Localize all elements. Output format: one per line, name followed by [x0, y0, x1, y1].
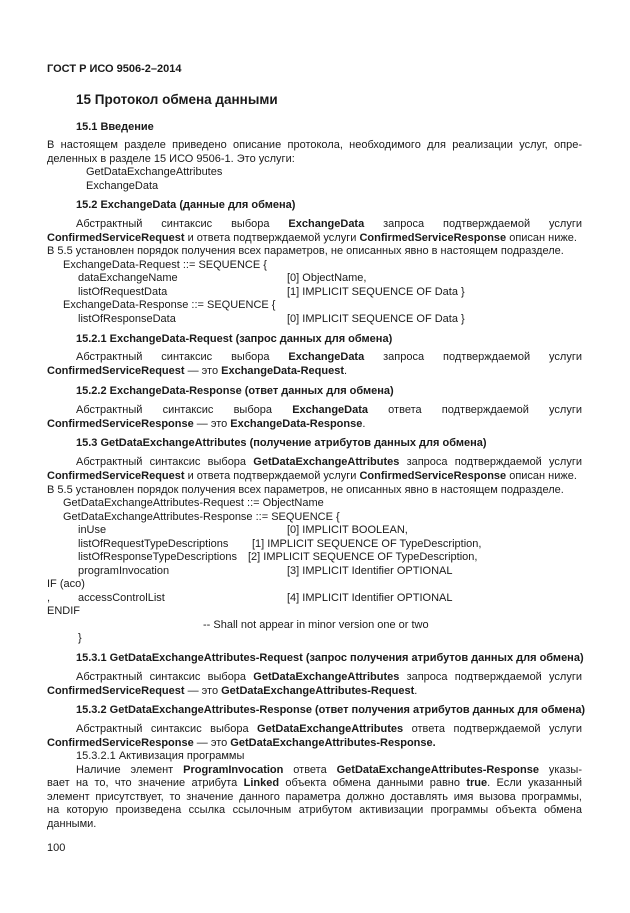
paragraph-15-3-1-line-1: Абстрактный синтаксис выбора GetDataExchangeAttributes запроса подтверждаемой услуги: [76, 671, 582, 683]
paragraph-15-2-2-line-1: Абстрактный синтаксис выбора ExchangeData ответа подтверждаемой услуги: [76, 404, 583, 416]
asn1-field-type: [0] ObjectName,: [287, 272, 367, 284]
page-number: 100: [47, 842, 66, 854]
asn3-request-line: GetDataExchangeAttributes-Request ::= ObjectName: [63, 497, 324, 509]
asn3-field-type: [1] IMPLICIT SEQUENCE OF TypeDescription,: [252, 538, 482, 550]
asn1-field-name: listOfResponseData: [78, 313, 176, 325]
paragraph-15-2-line-1: Абстрактный синтаксис выбора ExchangeData запроса подтверждаемой услуги: [76, 218, 582, 230]
paragraph-15-3-2-1-line-1: Наличие элемент ProgramInvocation ответа GetDataExchangeAttributes-Response указы-: [76, 764, 583, 776]
asn3-field-type: [4] IMPLICIT Identifier OPTIONAL: [287, 592, 453, 604]
paragraph-15-2-2-line-2: ConfirmedServiceResponse — это ExchangeData-Response.: [47, 418, 366, 430]
paragraph-15-3-2-1-line-4: на которую произведена ссылка ссылочным атрибутом активизации программы объекта обмена: [47, 804, 582, 816]
asn3-if-line: IF (aco): [47, 578, 85, 590]
subsection-15-3-1-title: 15.3.1 GetDataExchangeAttributes-Request (запрос получения атрибутов данных для обмена): [76, 652, 584, 664]
subsection-15-3-2-1-title: 15.3.2.1 Активизация программы: [76, 750, 245, 762]
paragraph-15-3-2-1-line-2: вает на то, что значение атрибута Linked объекта обмена данными равно true. Если указанный: [47, 777, 583, 789]
service-item-1: GetDataExchangeAttributes: [86, 166, 223, 178]
asn3-field-name: inUse: [78, 524, 107, 536]
subsection-15-2-title: 15.2 ExchangeData (данные для обмена): [76, 199, 296, 211]
asn3-response-line: GetDataExchangeAttributes-Response ::= SEQUENCE {: [63, 511, 340, 523]
service-item-2: ExchangeData: [86, 180, 159, 192]
paragraph-15-3-2-line-2: ConfirmedServiceResponse — это GetDataExchangeAttributes-Response.: [47, 737, 436, 749]
paragraph-15-3-line-1: Абстрактный синтаксис выбора GetDataExchangeAttributes запроса подтверждаемой услуги: [76, 456, 582, 468]
paragraph-15-2-1-line-2: ConfirmedServiceRequest — это ExchangeData-Request.: [47, 365, 348, 377]
paragraph-15-3-line-3: В 5.5 установлен порядок получения всех параметров, не описанных явно в настоящем подразделе.: [47, 484, 564, 496]
paragraph-15-3-2-1-line-5: данными.: [47, 818, 97, 830]
subsection-15-3-title: 15.3 GetDataExchangeAttributes (получение атрибутов данных для обмена): [76, 437, 487, 449]
paragraph-15-3-1-line-2: ConfirmedServiceRequest — это GetDataExchangeAttributes-Request.: [47, 685, 418, 697]
subsection-15-3-2-title: 15.3.2 GetDataExchangeAttributes-Response (ответ получения атрибутов данных для обмена): [76, 704, 586, 716]
asn3-field-name: programInvocation: [78, 565, 170, 577]
asn3-field-name: listOfResponseTypeDescriptions: [78, 551, 237, 563]
paragraph-15-2-line-3: В 5.5 установлен порядок получения всех параметров, не описанных явно в настоящем подразделе.: [47, 245, 564, 257]
asn3-endif-line: ENDIF: [47, 605, 80, 617]
asn1-field-type: [0] IMPLICIT SEQUENCE OF Data }: [287, 313, 465, 325]
subsection-15-2-2-title: 15.2.2 ExchangeData-Response (ответ данных для обмена): [76, 385, 394, 397]
asn3-comment: -- Shall not appear in minor version one or two: [203, 619, 429, 631]
asn1-response-line: ExchangeData-Response ::= SEQUENCE {: [63, 299, 276, 311]
paragraph-15-2-line-2: ConfirmedServiceRequest и ответа подтверждаемой услуги ConfirmedServiceResponse описан ниже.: [47, 232, 577, 244]
asn3-closing-brace: }: [78, 632, 82, 644]
asn3-field-name: accessControlList: [78, 592, 165, 604]
paragraph-15-3-2-1-line-3: элемент присутствует, то значение данного параметра должно доставлять имя вызова программы,: [47, 791, 582, 803]
paragraph-15-3-2-line-1: Абстрактный синтаксис выбора GetDataExchangeAttributes ответа подтверждаемой услуги: [76, 723, 583, 735]
subsection-15-1-title: 15.1 Введение: [76, 121, 154, 133]
asn3-comma: ,: [47, 592, 51, 604]
asn3-field-type: [3] IMPLICIT Identifier OPTIONAL: [287, 565, 453, 577]
document-header: ГОСТ Р ИСО 9506-2–2014: [47, 63, 182, 75]
asn1-field-name: dataExchangeName: [78, 272, 178, 284]
intro-line-2: деленных в разделе 15 ИСО 9506-1. Это услуги:: [47, 153, 295, 165]
asn3-field-type: [2] IMPLICIT SEQUENCE OF TypeDescription,: [248, 551, 478, 563]
asn3-field-name: listOfRequestTypeDescriptions: [78, 538, 229, 550]
paragraph-15-2-1-line-1: Абстрактный синтаксис выбора ExchangeData запроса подтверждаемой услуги: [76, 351, 582, 363]
section-title: 15 Протокол обмена данными: [76, 92, 278, 107]
asn1-field-name: listOfRequestData: [78, 286, 168, 298]
intro-line-1: В настоящем разделе приведено описание протокола, необходимого для реализации услуг, опре-: [47, 139, 582, 151]
asn1-request-line: ExchangeData-Request ::= SEQUENCE {: [63, 259, 267, 271]
asn3-field-type: [0] IMPLICIT BOOLEAN,: [287, 524, 408, 536]
asn1-field-type: [1] IMPLICIT SEQUENCE OF Data }: [287, 286, 465, 298]
paragraph-15-3-line-2: ConfirmedServiceRequest и ответа подтверждаемой услуги ConfirmedServiceResponse описан ниже.: [47, 470, 577, 482]
subsection-15-2-1-title: 15.2.1 ExchangeData-Request (запрос данных для обмена): [76, 333, 393, 345]
